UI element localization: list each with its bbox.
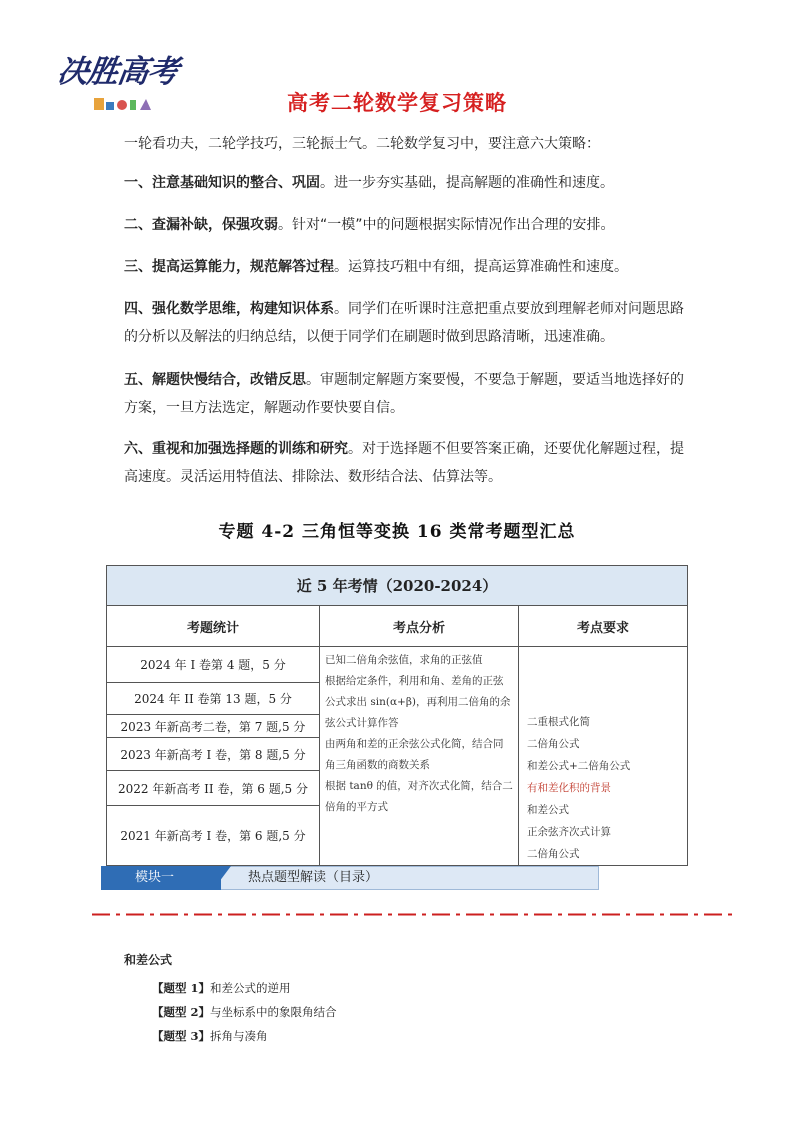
question-type-text: 拆角与凑角 (210, 1029, 268, 1043)
section-heading: 和差公式 (124, 953, 173, 967)
dashed-divider (92, 913, 732, 916)
stat-item: 2024 年 I 卷第 4 题，5 分 (107, 647, 319, 683)
requirement-item: 正余弦齐次式计算 (527, 826, 611, 838)
question-type-tag: 【题型 2】 (152, 1005, 211, 1019)
question-type-tag: 【题型 3】 (152, 1029, 211, 1043)
strategy-heading: 一、注意基础知识的整合、巩固 (124, 175, 320, 191)
strategy-2 (124, 211, 696, 239)
strategy-6 (124, 435, 696, 491)
strategy-body: 。进一步夯实基础，提高解题的准确性和速度。 (320, 175, 614, 191)
strategy-heading: 三、提高运算能力，规范解答过程 (124, 259, 334, 275)
stat-item: 2023 年新高考二卷，第 7 题,5 分 (107, 715, 319, 738)
requirement-item: 二倍角公式 (527, 848, 580, 860)
strategy-body: 。同学们在听课时注意把重点要放到理解老师对问题思路的分析以及解法的归纳总结，以便于同学们在刷题时做到思路清晰，迅速准确。 (124, 301, 684, 345)
question-type-item[interactable] (152, 1000, 337, 1024)
strategy-body: 。审题制定解题方案要慢，不要急于解题，要适当地选择好的方案，一旦方法选定，解题动作要快要自信。 (124, 372, 684, 416)
question-type-text: 和差公式的逆用 (210, 981, 291, 995)
column-header: 考点分析 (320, 606, 519, 647)
strategy-5 (124, 366, 696, 422)
requirement-item: 二重根式化简 (527, 716, 590, 728)
requirements-cell (519, 647, 688, 866)
strategy-body: 。运算技巧粗中有细，提高运算准确性和速度。 (334, 259, 628, 275)
requirement-item: 二倍角公式 (527, 738, 580, 750)
question-type-item[interactable] (152, 976, 337, 1000)
requirement-item: 和差公式+二倍角公式 (527, 760, 631, 772)
stat-item: 2023 年新高考 I 卷，第 8 题,5 分 (107, 738, 319, 771)
module-banner (101, 866, 599, 890)
strategy-heading: 二、查漏补缺，保强攻弱 (124, 217, 278, 233)
module-label: 模块一 (101, 866, 221, 890)
strategy-4 (124, 295, 696, 351)
stats-cell (107, 647, 320, 866)
strategy-heading: 四、强化数学思维，构建知识体系 (124, 301, 334, 317)
analysis-item: 已知二倍角余弦值，求角的正弦值 (325, 654, 483, 666)
requirement-item: 和差公式 (527, 804, 569, 816)
main-title: 高考二轮数学复习策略 (287, 91, 507, 115)
question-type-tag: 【题型 1】 (152, 981, 211, 995)
strategy-body: 。对于选择题不但要答案正确，还要优化解题过程，提高速度。灵活运用特值法、排除法、数形结合法、估算法等。 (124, 441, 684, 485)
question-type-text: 与坐标系中的象限角结合 (210, 1005, 337, 1019)
question-type-item[interactable] (152, 1024, 337, 1048)
module-title: 热点题型解读（目录） (213, 866, 599, 890)
module-slant-shape (213, 866, 231, 890)
column-header: 考点要求 (519, 606, 688, 647)
strategy-heading: 六、重视和加强选择题的训练和研究 (124, 441, 348, 457)
strategy-3 (124, 253, 696, 281)
table-title: 近 5 年考情（2020-2024） (107, 566, 688, 606)
strategy-heading: 五、解题快慢结合，改错反思 (124, 372, 306, 388)
requirement-item: 有和差化积的背景 (527, 782, 611, 794)
stat-item: 2021 年新高考 I 卷，第 6 题,5 分 (120, 829, 306, 843)
analysis-item: 根据 tanθ 的值，对齐次式化简，结合二倍角的平方式 (325, 780, 513, 813)
exam-table (106, 565, 688, 866)
strategy-1 (124, 169, 696, 197)
logo-text: 决胜高考 (54, 54, 181, 90)
intro-text: 一轮看功夫，二轮学技巧，三轮振士气。二轮数学复习中，要注意六大策略： (124, 136, 600, 152)
analysis-item: 由两角和差的正余弦公式化简，结合同角三角函数的商数关系 (325, 738, 504, 771)
stat-item: 2024 年 II 卷第 13 题，5 分 (107, 683, 319, 715)
column-header: 考题统计 (107, 606, 320, 647)
topic-title: 专题 4-2 三角恒等变换 16 类常考题型汇总 (218, 522, 576, 542)
analysis-cell (320, 647, 519, 866)
question-type-list (152, 976, 337, 1048)
analysis-item: 根据给定条件，利用和角、差角的正弦公式求出 sin(α+β)，再利用二倍角的余弦公式计算作答 (325, 675, 511, 729)
stat-item: 2022 年新高考 II 卷，第 6 题,5 分 (107, 771, 319, 806)
strategy-body: 。针对“一模”中的问题根据实际情况作出合理的安排。 (278, 217, 615, 233)
